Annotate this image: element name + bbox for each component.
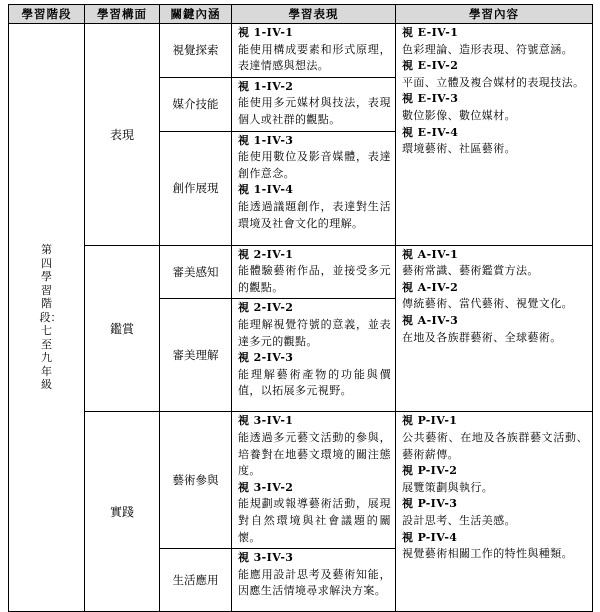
performance-cell (232, 77, 396, 131)
performance-cell (232, 24, 396, 78)
performance-code: 視 2-IV-1 (238, 247, 294, 261)
content-code: 視 P-IV-3 (402, 497, 458, 511)
header-row (9, 5, 593, 24)
content-text: 展覽策劃與執行。 (402, 480, 494, 494)
content-code: 視 P-IV-4 (402, 530, 458, 544)
content-text: 數位影像、數位媒材。 (402, 108, 516, 122)
performance-text: 能體驗藝術作品，並接受多元的觀點。 (238, 264, 391, 294)
content-code: 視 E-IV-1 (402, 26, 459, 39)
performance-cell (232, 245, 396, 299)
performance-code: 視 1-IV-1 (238, 26, 294, 39)
table-row (9, 412, 593, 549)
content-code: 視 E-IV-4 (402, 125, 459, 139)
stage-label: 第四學習階段：七至九年級 (39, 243, 62, 392)
header-stage: 學習階段 (9, 5, 85, 24)
header-content: 學習內容 (396, 5, 593, 24)
performance-code: 視 1-IV-4 (238, 183, 294, 197)
performance-code: 視 3-IV-1 (238, 414, 294, 428)
key-concept-cell: 審美理解 (160, 299, 232, 412)
performance-text: 能應用設計思考及藝術知能，因應生活情境尋求解決方案。 (238, 567, 391, 598)
content-text: 公共藝術、在地及各族群藝文活動、藝術薪傳。 (402, 430, 588, 461)
content-code: 視 P-IV-2 (402, 464, 458, 478)
content-text: 平面、立體及複合媒材的表現技法。 (402, 75, 585, 89)
key-concept-cell: 視覺探索 (160, 24, 232, 78)
performance-cell (232, 412, 396, 549)
content-text: 色彩理論、造形表現、符號意涵。 (402, 42, 573, 56)
stage-cell (9, 24, 85, 612)
performance-code: 視 1-IV-2 (238, 79, 294, 93)
header-dimension: 學習構面 (85, 5, 160, 24)
header-key-concept: 關鍵內涵 (160, 5, 232, 24)
content-text: 在地及各族群藝術、全球藝術。 (402, 330, 562, 344)
key-concept-cell: 創作展現 (160, 131, 232, 245)
performance-text: 能使用構成要素和形式原理，表達情感與想法。 (238, 42, 391, 73)
table-row (9, 24, 593, 78)
content-text: 傳統藝術、當代藝術、視覺文化。 (402, 297, 573, 311)
key-concept-cell: 生活應用 (160, 549, 232, 612)
table-row (9, 245, 593, 299)
dimension-cell-expression: 表現 (85, 24, 160, 246)
performance-text: 能理解視覺符號的意義，並表達多元的觀點。 (238, 317, 391, 348)
content-text: 環境藝術、社區藝術。 (402, 142, 516, 156)
performance-cell (232, 299, 396, 412)
performance-code: 視 3-IV-3 (238, 551, 294, 565)
performance-text: 能使用數位及影音媒體，表達創作意念。 (238, 150, 391, 180)
key-concept-cell: 審美感知 (160, 245, 232, 299)
key-concept-cell: 媒介技能 (160, 77, 232, 131)
performance-text: 能規劃或報導藝術活動，展現對自然環境與社會議題的關懷。 (238, 497, 391, 544)
curriculum-table-sheet (8, 4, 592, 612)
performance-cell (232, 549, 396, 612)
performance-cell (232, 131, 396, 245)
performance-code: 視 1-IV-3 (238, 133, 294, 147)
performance-text: 能透過多元藝文活動的參與，培養對在地藝文環境的關注態度。 (238, 430, 391, 478)
content-code: 視 A-IV-2 (402, 280, 459, 294)
content-code: 視 A-IV-3 (402, 313, 459, 327)
content-text: 視覺藝術相關工作的特性與種類。 (402, 547, 573, 561)
content-code: 視 A-IV-1 (402, 247, 459, 261)
content-cell (396, 245, 593, 412)
content-text: 藝術常識、藝術鑑賞方法。 (402, 264, 539, 278)
content-code: 視 E-IV-3 (402, 92, 459, 106)
performance-code: 視 2-IV-3 (238, 351, 294, 365)
content-cell (396, 24, 593, 246)
content-cell (396, 412, 593, 612)
content-text: 設計思考、生活美感。 (402, 513, 516, 527)
performance-text: 能透過議題創作，表達對生活環境及社會文化的理解。 (238, 199, 391, 230)
key-concept-cell: 藝術參與 (160, 412, 232, 549)
performance-code: 視 2-IV-2 (238, 301, 294, 315)
curriculum-table (8, 4, 593, 612)
header-performance: 學習表現 (232, 5, 396, 24)
performance-text: 能理解藝術產物的功能與價值，以拓展多元視野。 (238, 367, 391, 398)
dimension-cell-appreciation: 鑑賞 (85, 245, 160, 412)
performance-text: 能使用多元媒材與技法，表現個人或社群的觀點。 (238, 96, 391, 126)
content-code: 視 E-IV-2 (402, 59, 459, 73)
performance-code: 視 3-IV-2 (238, 480, 294, 494)
content-code: 視 P-IV-1 (402, 414, 458, 428)
dimension-cell-practice: 實踐 (85, 412, 160, 612)
